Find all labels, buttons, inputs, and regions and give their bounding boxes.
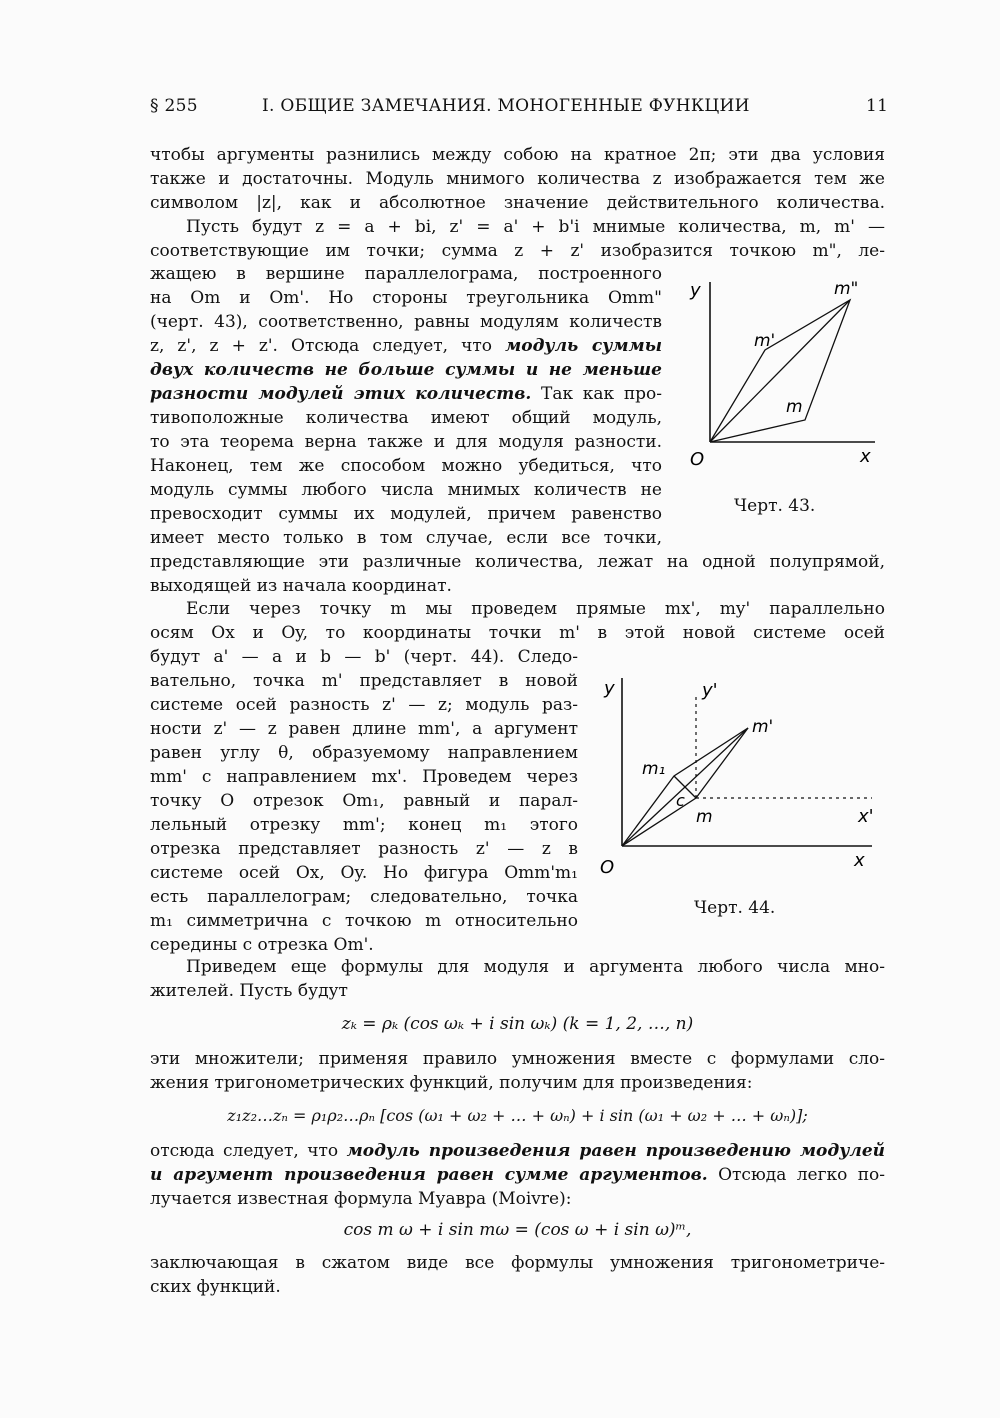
running-title: I. ОБЩИЕ ЗАМЕЧАНИЯ. МОНОГЕННЫЕ ФУНКЦИИ [262,96,750,116]
theorem-text: модуль произведения равен произведению модулей [346,1141,885,1161]
text-line: вательно, точка m' представляет в новой [150,671,578,691]
text-line: заключающая в сжатом виде все формулы умножения тригонометриче- [150,1253,885,1273]
label-m-prime: m' [752,717,774,737]
theorem-text: разности модулей этих количеств. [150,384,532,404]
text-line: лучается известная формула Муавра (Moivre): [150,1189,572,1209]
text-line: представляющие эти различные количества, лежат на одной полупрямой, [150,552,885,572]
text-line: m₁ симметрична с точкою m относительно [150,911,578,931]
text-line: Если через точку m мы проведем прямые mx', my' параллельно [186,599,885,619]
label-m-double-prime: m" [834,279,859,299]
text-line: осям Ox и Oy, то координаты точки m' в этой новой системе осей [150,623,885,643]
text-span: Отсюда легко по- [718,1165,885,1185]
text-line: то эта теорема верна также и для модуля разности. [150,432,662,452]
diagonal [710,300,850,442]
label-m1: m₁ [642,759,666,779]
text-line: выходящей из начала координат. [150,576,452,596]
text-line: соответствующие им точки; сумма z + z' изобразится точкою m", ле- [150,241,885,261]
label-origin: O [690,449,705,470]
text-span: отсюда следует, что [150,1141,339,1161]
text-span: Так как про- [541,384,663,404]
text-line: жителей. Пусть будут [150,981,348,1001]
label-y: y [604,678,615,699]
figure-44-caption: Черт. 44. [694,898,776,918]
text-line [150,334,662,358]
text-line: равен углу θ, образуемому направлением [150,743,578,763]
theorem-text: модуль суммы [505,336,662,356]
text-line: Пусть будут z = a + bi, z' = a' + b'i мнимые количества, m, m' — [186,217,885,237]
text-line: системе осей Ox, Oy. Но фигура Omm'm₁ [150,863,578,883]
text-span: z, z', z + z'. Отсюда следует, что [150,336,493,356]
text-line [150,1163,885,1187]
text-line: жения тригонометрических функций, получим для произведения: [150,1073,753,1093]
formula: z₁z₂…zₙ = ρ₁ρ₂…ρₙ [cos (ω₁ + ω₂ + … + ωₙ) + i sin (ω₁ + ω₂ + … + ωₙ)]; [227,1106,808,1125]
text-line: Приведем еще формулы для модуля и аргумента любого числа мно- [186,957,885,977]
label-c: c [676,791,685,810]
text-line: системе осей разность z' — z; модуль раз- [150,695,578,715]
label-y-prime: y' [702,680,718,701]
text-line: отрезка представляет разность z' — z в [150,839,578,859]
figure-44 [592,670,892,885]
page-number: 11 [866,96,889,116]
text-line: символом |z|, как и абсолютное значение действительного количества. [150,193,885,213]
text-line: лельный отрезку mm'; конец m₁ этого [150,815,578,835]
label-x-prime: x' [858,806,874,827]
text-line: mm' с направлением mx'. Проведем через [150,767,578,787]
text-line: имеет место только в том случае, если все точки, [150,528,662,548]
figure-43-caption: Черт. 43. [734,496,816,516]
text-line: (черт. 43), соответственно, равны модулям количеств [150,312,662,332]
theorem-text: двух количеств не больше суммы и не меньше [150,360,662,380]
text-line: будут a' — a и b — b' (черт. 44). Следо- [150,647,578,667]
text-line: на Om и Om'. Но стороны треугольника Omm" [150,288,662,308]
text-line: жащею в вершине параллелограма, построенного [150,264,662,284]
text-line: середины c отрезка Om'. [150,935,374,955]
label-m: m [696,807,713,827]
section-number: § 255 [150,96,198,116]
text-line: тивоположные количества имеют общий модуль, [150,408,662,428]
text-line [150,1139,885,1163]
text-line: Наконец, тем же способом можно убедиться, что [150,456,662,476]
figure-43 [680,270,890,475]
text-line [150,382,662,406]
text-line: чтобы аргументы разнились между собою на кратное 2π; эти два условия [150,145,885,165]
text-line: ности z' — z равен длине mm', а аргумент [150,719,578,739]
text-line: модуль суммы любого числа мнимых количеств не [150,480,662,500]
label-x: x [854,850,865,871]
label-m-prime: m' [754,331,776,351]
label-y: y [690,280,701,301]
label-x: x [860,446,871,467]
text-line: эти множители; применяя правило умножения вместе с формулами сло- [150,1049,885,1069]
label-origin: O [600,857,615,878]
formula: zₖ = ρₖ (cos ωₖ + i sin ωₖ) (k = 1, 2, …, n) [341,1014,694,1034]
label-m: m [786,397,803,417]
text-line: также и достаточны. Модуль мнимого количества z изображается тем же [150,169,885,189]
text-line: есть параллелограм; следовательно, точка [150,887,578,907]
theorem-text: и аргумент произведения равен сумме аргументов. [150,1165,708,1185]
text-line: превосходит суммы их модулей, причем равенство [150,504,662,524]
text-line: точку O отрезок Om₁, равный и парал- [150,791,578,811]
text-line: ских функций. [150,1277,281,1297]
formula: cos m ω + i sin mω = (cos ω + i sin ω)ᵐ, [343,1220,692,1240]
